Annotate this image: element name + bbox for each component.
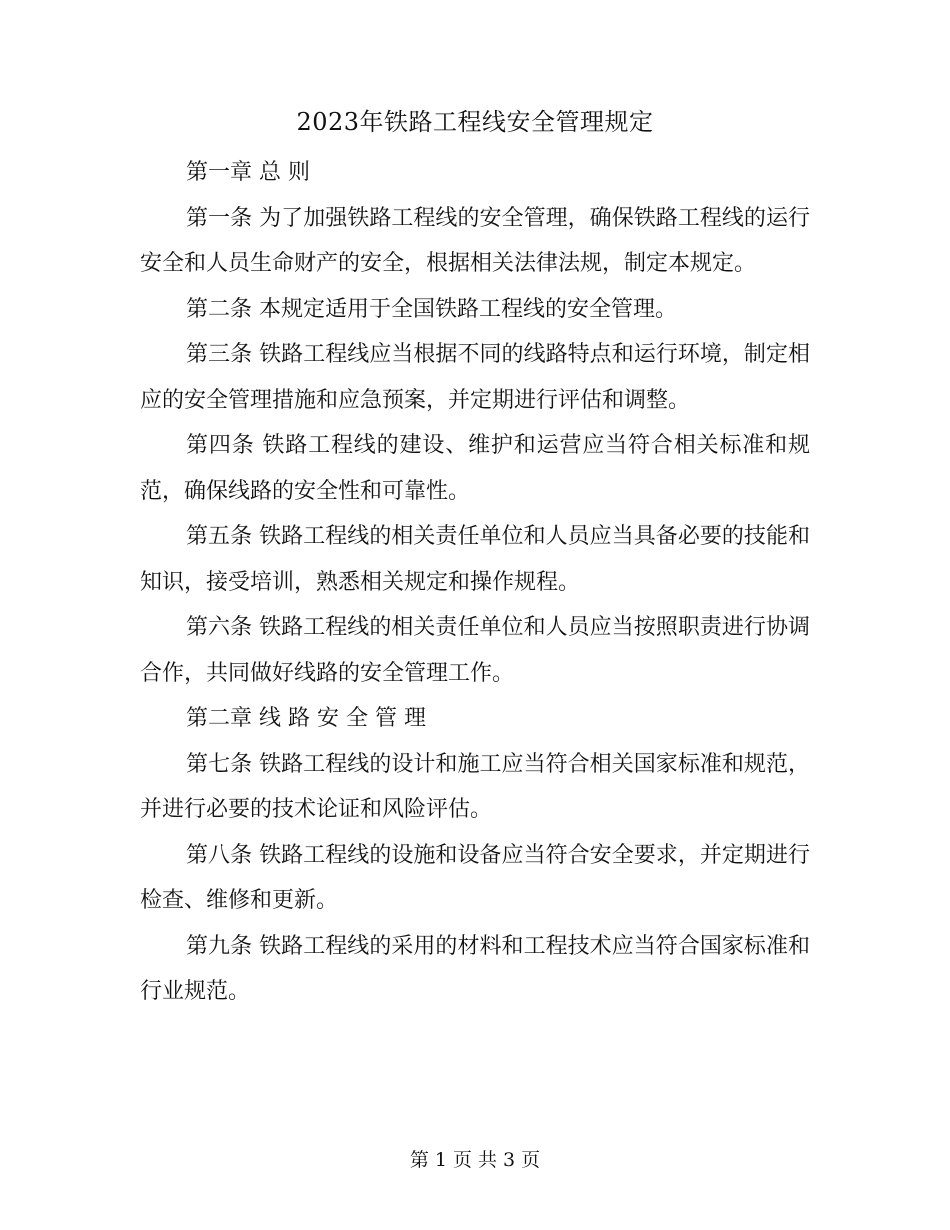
- document-title: 2023年铁路工程线安全管理规定: [296, 108, 654, 136]
- article-paragraph: 第二条 本规定适用于全国铁路工程线的安全管理。: [186, 296, 677, 322]
- article-paragraph: 第三条 铁路工程线应当根据不同的线路特点和运行环境，制定相应的安全管理措施和应急预案，并定期进行评估和调整。: [140, 342, 810, 413]
- article-paragraph: 第六条 铁路工程线的相关责任单位和人员应当按照职责进行协调合作，共同做好线路的安全管理工作。: [140, 615, 810, 686]
- article-paragraph: 第八条 铁路工程线的设施和设备应当符合安全要求，并定期进行检查、维修和更新。: [140, 842, 810, 913]
- article-paragraph: 第七条 铁路工程线的设计和施工应当符合相关国家标准和规范，并进行必要的技术论证和风险评估。: [140, 751, 810, 822]
- article-paragraph: 第四条 铁路工程线的建设、维护和运营应当符合相关标准和规范，确保线路的安全性和可靠性。: [140, 433, 810, 504]
- document-body: [140, 150, 810, 1015]
- chapter-heading: 第二章 线 路 安 全 管 理: [186, 706, 426, 731]
- chapter-heading: 第一章 总 则: [186, 160, 310, 185]
- article-paragraph: 第一条 为了加强铁路工程线的安全管理，确保铁路工程线的运行安全和人员生命财产的安全，根据相关法律法规，制定本规定。: [140, 205, 810, 276]
- article-paragraph: 第九条 铁路工程线的采用的材料和工程技术应当符合国家标准和行业规范。: [140, 933, 810, 1004]
- article-paragraph: 第五条 铁路工程线的相关责任单位和人员应当具备必要的技能和知识，接受培训，熟悉相关规定和操作规程。: [140, 524, 810, 595]
- page-footer: 第 1 页 共 3 页: [409, 1149, 541, 1171]
